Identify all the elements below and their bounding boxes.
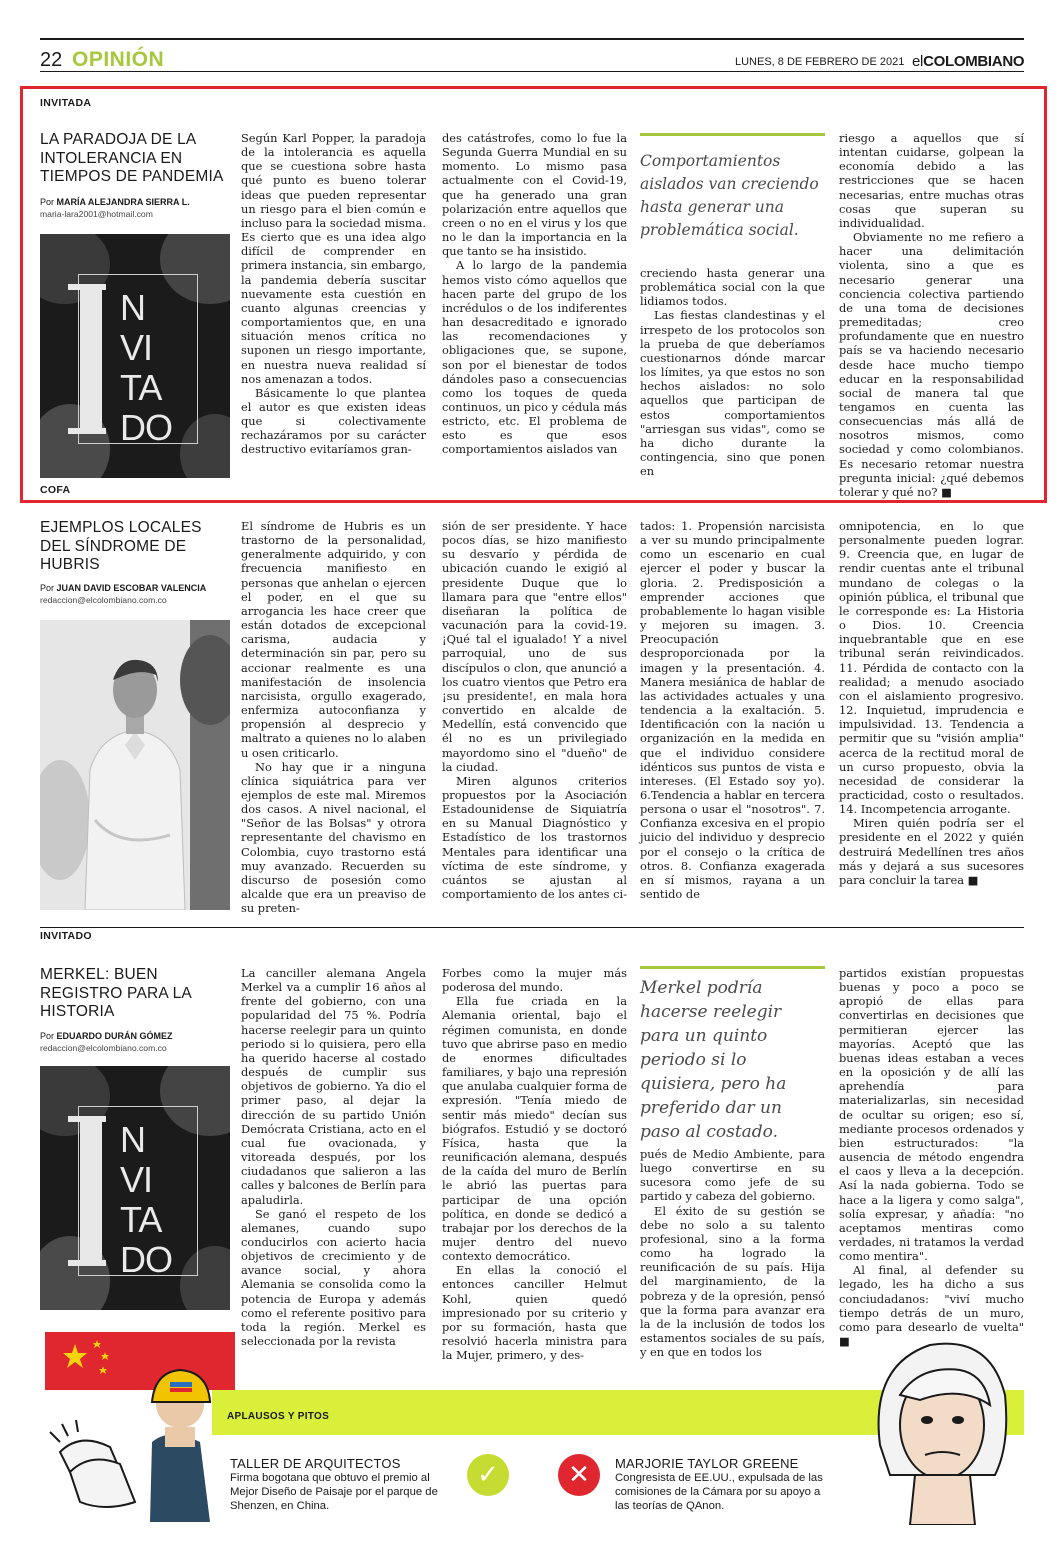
paragraph: Forbes como la mujer más poderosa del mundo.: [442, 966, 627, 995]
page-number: 22: [40, 49, 63, 71]
letter-i-serif: [68, 428, 106, 434]
article1-author: MARÍA ALEJANDRA SIERRA L.: [56, 197, 190, 207]
invitado-letters-1: N: [120, 1119, 145, 1160]
paragraph: Básicamente lo que plantea el autor es que existen ideas que si colectivamente rechazáramos por su carácter destructivo evitaríamos gran-: [241, 385, 426, 457]
caricature-illustration: [860, 1325, 1024, 1525]
article3-pullquote: Merkel podría hacerse reelegir para un quinto periodo si lo quisiera, pero ha preferido dar un paso al costado.: [640, 978, 787, 1142]
author-photo-image: [40, 620, 230, 910]
paragraph: Miren algunos criterios propuestos por la Asociación Estadounidense de Siquiatría en su Manual Diagnóstico y Estadístico de los trastornos Mentales para identificar una víctima de este síndrome, y cuántos se ajustan al comportamiento de los antes ci-: [442, 773, 627, 902]
paragraph: sión de ser presidente. Y hace pocos días, se hizo manifiesto su desvarío y pérdida de ubicación cuando le exigió al presidente Duque que lo llamara para que "entre ellos" diseñaran la política de vacunación para la covid-19. ¡Qué tal el igualado! Y a nivel parroquial, uno de sus discípulos o clon, que anunció a los cuatro vientos que Petro era ¡su presidente!, en mala hora convertido en alcalde de Medellín, está convencido que él no es un privilegiado mayordomo sino el "dueño" de la ciudad.: [442, 519, 627, 774]
paragraph: riesgo a aquellos que sí intentan cuidarse, golpean la economía debido a las restricciones que se hacen necesarias, entre muchas otras cosas que superan su individualidad.: [839, 131, 1024, 230]
section-label-invitado: INVITADO: [40, 930, 92, 942]
article1-pullquote: Comportamientos aislados van creciendo hasta generar una problemática social.: [640, 152, 819, 239]
article1-column-3: [640, 266, 825, 478]
caricature-portrait-icon: [860, 1325, 1024, 1525]
article3-column-3: [640, 1147, 825, 1359]
invitado-illustration: [40, 1066, 230, 1310]
article1-byline: [40, 196, 230, 220]
header-rule: [40, 71, 1024, 72]
article2-author: JUAN DAVID ESCOBAR VALENCIA: [56, 583, 207, 593]
pito-title: MARJORIE TAYLOR GREENE: [615, 1456, 799, 1471]
paragraph: El síndrome de Hubris es un trastorno de la personalidad, generalmente adquirido, y con frecuencia manifiesto en personas que anhelan o ejercen el poder, en el que su arrogancia les hace creer que están dotados de excepcional carisma, audacia y determinación sin par, pero su accionar realmente es una manifestación de insolencia narcisista, orgullo exagerado, enfermiza autoconfianza y propensión al desprecio y maltrato a quienes no lo alaben u osen criticarlo.: [241, 519, 426, 760]
aplauso-description: Firma bogotana que obtuvo el premio al Mejor Diseño de Paisaje por el parque de Shenzen, en China.: [230, 1472, 438, 1512]
worker-clapping-icon: [40, 1332, 230, 1522]
article2-column-3: [640, 519, 825, 901]
article3-column-1: [241, 966, 426, 1348]
masthead-name: COLOMBIANO: [923, 53, 1025, 70]
article3-author: EDUARDO DURÁN GÓMEZ: [56, 1031, 173, 1041]
paragraph: No hay que ir a ninguna clínica siquiátrica para ver ejemplos de este mal. Miremos dos casos. A nivel nacional, el "Señor de las Bolsas" y otrora representante del chavismo en Colombia, cuyo trastorno está muy avanzado. Recuerden su discurso de posesión como alcalde que era un preaviso de su preten-: [241, 759, 426, 916]
article2-email[interactable]: redaccion@elcolombiano.com.co: [40, 595, 167, 605]
worker-illustration: [40, 1332, 230, 1522]
aplausos-title: APLAUSOS Y PITOS: [227, 1411, 330, 1422]
paragraph: tados: 1. Propensión narcisista a ver su mundo principalmente como un escenario en cual ejercer el poder y buscar la gloria. 2. Predisposición a emprender acciones que probablemente lo hagan visible y mejoren su imagen. 3. Preocupación desproporcionada por la imagen y la presentación. 4. Manera mesiánica de hablar de las actividades actuales y una tendencia a la exaltación. 5. Identificación con la nación u organización en la medida en que el individuo considere idénticos sus puntos de vista e intereses. (El Estado soy yo). 6.Tendencia a hablar en tercera persona o usar el "nosotros". 7. Confianza excesiva en el propio juicio del individuo y desprecio por el consejo o la crítica de otros. 8. Confianza exagerada en sí mismos, rayana a un sentido de: [640, 519, 825, 902]
masthead-logo: [912, 53, 1024, 70]
article1-column-4: [839, 131, 1024, 499]
invitado-letters-1: N: [120, 287, 145, 328]
paragraph: Ella fue criada en la Alemania oriental, bajo el régimen comunista, en donde tuvo que abrirse paso en medio de enormes dificultades familiares, y bajo una represión que anulaba cualquier forma de expresión. "Tenía miedo de sentir más miedo" decían sus biógrafos. Estudió y se doctoró Física, hasta que la reunificación alemana, después de la caída del muro de Berlín le abrió las puertas para participar de una opción política, en donde se dedicó a trabajar por los derechos de la mujer dentro del nuevo contexto democrático.: [442, 994, 627, 1264]
paragraph: En ellas la conoció el entonces canciller Helmut Kohl, quien quedó impresionado por su criterio y por su formación, hasta que resolvió hacerla ministra para la Mujer, primero, y des-: [442, 1263, 627, 1363]
invitado-letters-3: TA: [120, 1199, 162, 1240]
letter-i: [80, 284, 102, 434]
paragraph: des catástrofes, como lo fue la Segunda Guerra Mundial en su momento. Lo mismo pasa actualmente con el Covid-19, que ha generado una gran polarización entre aquellos que creen o no en el virus y los que no le dan la importancia en la que tanto se ha insistido.: [442, 131, 627, 259]
masthead-prefix: el: [912, 53, 924, 70]
invitado-illustration: [40, 234, 230, 478]
byline-by: Por: [40, 583, 55, 593]
paragraph: La canciller alemana Angela Merkel va a cumplir 16 años al frente del gobierno, con una popularidad del 75 %. Podría hacerse reelegir para un quinto periodo si lo quisiera, pero ella ha querido hacerse al costado después de cumplir sus objetivos de gobierno. Ya dio el primer paso, al dejar la dirección de su partido Unión Demócrata Cristiana, acto en el cual fue ovacionada, y vitoreada después, por los ciudadanos que salieron a las calles y balcones de Berlín para apaludirla.: [241, 966, 426, 1207]
paragraph: Se ganó el respeto de los alemanes, cuando supo conducirlos con acierto hacia objetivos de crecimiento y de avance social, y ahora Alemania se consolida como la potencia de Europa y además como el referente positivo para toda la región. Merkel es seleccionada por la revista: [241, 1206, 426, 1349]
top-rule: [40, 38, 1024, 40]
section-name: OPINIÓN: [72, 48, 165, 71]
x-icon: ✕: [558, 1454, 600, 1496]
article1-column-1: [241, 131, 426, 457]
article2-column-1: [241, 519, 426, 915]
invitado-letters-4: DO: [120, 407, 172, 448]
paragraph: Las fiestas clandestinas y el irrespeto de los protocolos son la prueba de que deberíamos cuestionarnos dónde marcar los límites, ya que estos no son hechos aislados: no solo aquellos que participan de estos comportamientos "arriesgan sus vidas", como se ha dicho durante la contingencia, sino que ponen en: [640, 308, 825, 479]
section-label-cofa: COFA: [40, 484, 71, 496]
article2-column-2: [442, 519, 627, 901]
section-rule: [40, 927, 1024, 928]
article3-column-2: [442, 966, 627, 1362]
article2-byline: [40, 582, 230, 606]
aplauso-title: TALLER DE ARQUITECTOS: [230, 1456, 401, 1471]
article3-column-4: [839, 966, 1024, 1348]
invitado-letters-2: VI: [120, 1159, 153, 1200]
paragraph: partidos existían propuestas buenas y poco a poco se apropió de ellas para convertirlas en decisiones que permitieran ejercer las mayorías. Aceptó que las buenas ideas estaban a veces en la oposición y de allí las aprehendía para materializarlas, sin necesidad de ocultar su origen; eso sí, mediante procesos ordenados y bien estructurados: "la ausencia de método engendra el caos y lleva a la decepción. Así la nada gobierna. Todo se hace a la ligera y como salga", solía expresar, y añadía: "no aceptamos mentiras como verdades, ni tratamos la verdad como mentira".: [839, 966, 1024, 1264]
invitado-letters-4: DO: [120, 1239, 172, 1280]
author-photo: [40, 620, 230, 910]
paragraph: pués de Medio Ambiente, para luego convertirse en su sucesora como jefe de su partido y cabeza del gobierno.: [640, 1147, 825, 1204]
pullquote-rule: [640, 966, 825, 969]
byline-by: Por: [40, 1031, 55, 1041]
invitado-letters-3: TA: [120, 367, 162, 408]
check-icon: ✓: [467, 1454, 509, 1496]
paragraph: Miren quién podría ser el presidente en el 2022 y quién destruirá Medellínen tres años más y dejará a sus sucesores para concluir la tarea ■: [839, 816, 1024, 887]
article1-email[interactable]: maria-lara2001@hotmail.com: [40, 209, 153, 219]
article3-byline: [40, 1030, 230, 1054]
section-label-invitada: INVITADA: [40, 97, 92, 109]
pullquote-rule: [640, 133, 825, 136]
publication-date: LUNES, 8 DE FEBRERO DE 2021: [735, 56, 905, 68]
article1-title[interactable]: LA PARADOJA DE LA INTOLERANCIA EN TIEMPOS DE PANDEMIA: [40, 131, 224, 185]
article1-column-2: [442, 131, 627, 457]
invitado-letters-2: VI: [120, 327, 153, 368]
paragraph: Obviamente no me refiero a hacer una delimitación violenta, sino a que es necesario generar una conciencia colectiva partiendo de una toma de decisiones premeditadas; creo profundamente que en nuestro país se va haciendo necesario desde hace mucho tiempo educar en la responsabilidad social de manera tal que tengamos en cuenta las consecuencias más allá de nosotros mismos, como sociedad y como colombianos. Es necesario retomar nuestra pregunta inicial: ¿qué debemos tolerar y qué no? ■: [839, 230, 1024, 499]
paragraph: El éxito de su gestión se debe no solo a su talento profesional, sino a la forma como ha logrado la reunificación de su país. Hija del marginamiento, de la pobreza y de la opresión, pensó que la forma para avanzar era la de la inclusión de todos los estamentos sociales de su país, y en que en todos los: [640, 1203, 825, 1360]
letter-i-serif: [68, 1260, 106, 1266]
article3-email[interactable]: redaccion@elcolombiano.com.co: [40, 1043, 167, 1053]
article2-title[interactable]: EJEMPLOS LOCALES DEL SÍNDROME DE HUBRIS: [40, 519, 202, 573]
pito-description: Congresista de EE.UU., expulsada de las comisiones de la Cámara por su apoyo a las teorías de QAnon.: [615, 1472, 823, 1512]
paragraph: Al final, al defender su legado, les ha dicho a sus conciudadanos: "viví mucho tiempo detrás de un muro, como para desearlo de vuelta" ■: [839, 1263, 1024, 1349]
paragraph: Según Karl Popper, la paradoja de la intolerancia es aquella que se cuestiona sobre hasta qué punto es bueno tolerar ideas que pueden representar un riesgo para el bien común e incluso para la sociedad misma. Es cierto que es una idea algo difícil de comprender en primera instancia, sin embargo, la pandemia debería suscitar nuevamente esta cuestión en cuanto algunas creencias y comportamientos que, en una situación menos crítica no suponen un riesgo importante, en nuestra nueva realidad sí nos amenazan a todos.: [241, 131, 426, 386]
paragraph: A lo largo de la pandemia hemos visto cómo aquellos que hacen parte del grupo de los incrédulos o de los indiferentes han desacreditado e ignorado las recomendaciones y obligaciones que, se supone, son por el bienestar de todos dándoles paso a consecuencias como los toques de queda continuos, un pico y cédula más estricto, etc. El problema de esto es que esos comportamientos aislados van: [442, 258, 627, 457]
byline-by: Por: [40, 197, 55, 207]
article3-title[interactable]: MERKEL: BUEN REGISTRO PARA LA HISTORIA: [40, 966, 192, 1020]
paragraph: creciendo hasta generar una problemática social con la que lidiamos todos.: [640, 266, 825, 309]
article2-column-4: [839, 519, 1024, 887]
letter-i: [80, 1116, 102, 1266]
paragraph: omnipotencia, en lo que personalmente pueden lograr. 9. Creencia que, en lugar de rendir cuentas ante el tribunal mundano de colegas o la opinión pública, el tribunal que le corresponde es: La Historia o Dios. 10. Creencia inquebrantable que en ese tribunal serán reivindicados. 11. Pérdida de contacto con la realidad; a menudo asociado con el aislamiento progresivo. 12. Inquietud, imprudencia e impulsividad. 13. Tendencia a permitir que su "visión amplia" acerca de la rectitud moral de un curso propuesto, obvia la necesidad de considerar la practicidad, costo o resultados. 14. Incompetencia arrogante.: [839, 519, 1024, 817]
